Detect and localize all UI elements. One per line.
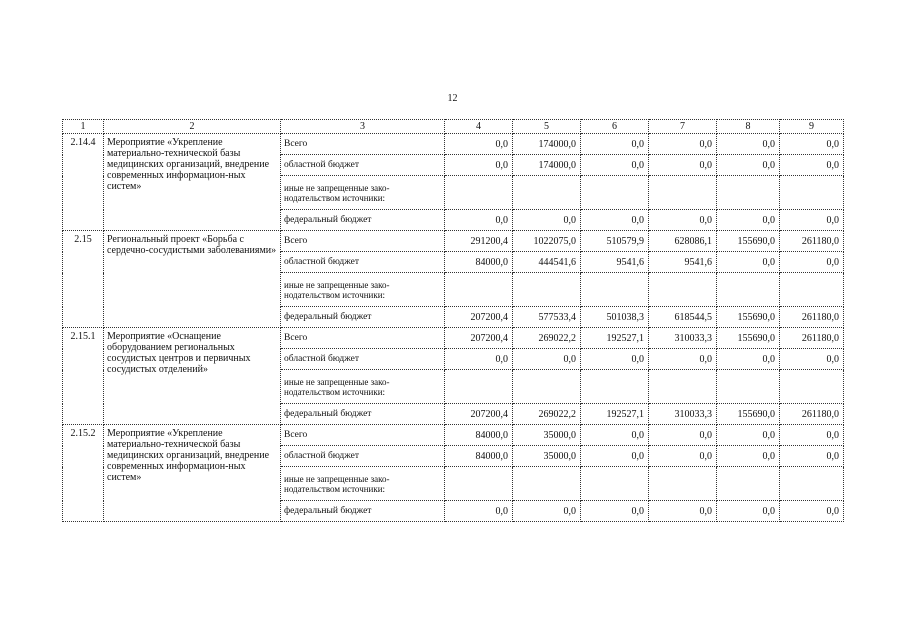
amount-cell: 444541,6 [513,252,581,273]
amount-cell [445,370,513,404]
amount-cell: 0,0 [581,425,649,446]
amount-cell [717,467,780,501]
funding-source: иные не запрещенные зако-нодательством источники: [281,176,445,210]
section-name: Мероприятие «Оснащение оборудованием региональных сосудистых центров и первичных сосудистых отделений» [104,328,281,425]
amount-cell: 0,0 [649,155,717,176]
amount-cell: 577533,4 [513,307,581,328]
amount-cell: 0,0 [649,210,717,231]
section-name: Региональный проект «Борьба с сердечно-сосудистыми заболеваниями» [104,231,281,328]
amount-cell [780,370,844,404]
amount-cell: 207200,4 [445,404,513,425]
amount-cell: 0,0 [581,501,649,522]
amount-cell: 155690,0 [717,404,780,425]
amount-cell: 84000,0 [445,425,513,446]
amount-cell: 0,0 [445,501,513,522]
amount-cell: 35000,0 [513,425,581,446]
amount-cell: 155690,0 [717,231,780,252]
amount-cell [649,176,717,210]
amount-cell: 0,0 [780,446,844,467]
amount-cell: 207200,4 [445,328,513,349]
funding-source: Всего [281,425,445,446]
amount-cell: 618544,5 [649,307,717,328]
amount-cell: 0,0 [581,155,649,176]
header-row [63,120,844,134]
amount-cell: 510579,9 [581,231,649,252]
amount-cell: 207200,4 [445,307,513,328]
amount-cell: 0,0 [717,134,780,155]
funding-source: иные не запрещенные зако-нодательством источники: [281,467,445,501]
amount-cell [513,176,581,210]
column-header: 7 [649,120,717,134]
amount-cell: 35000,0 [513,446,581,467]
amount-cell: 628086,1 [649,231,717,252]
funding-source: областной бюджет [281,155,445,176]
section-code: 2.15.1 [63,328,104,425]
amount-cell: 84000,0 [445,252,513,273]
amount-cell: 0,0 [780,425,844,446]
funding-source: федеральный бюджет [281,210,445,231]
amount-cell: 310033,3 [649,328,717,349]
amount-cell: 0,0 [649,349,717,370]
amount-cell [649,273,717,307]
amount-cell: 261180,0 [780,231,844,252]
amount-cell: 0,0 [649,425,717,446]
amount-cell: 0,0 [581,446,649,467]
amount-cell: 0,0 [513,210,581,231]
amount-cell: 291200,4 [445,231,513,252]
column-header: 8 [717,120,780,134]
table-row [63,425,844,446]
funding-source: иные не запрещенные зако-нодательством источники: [281,273,445,307]
amount-cell [513,273,581,307]
amount-cell: 174000,0 [513,134,581,155]
section-name: Мероприятие «Укрепление материально-технической базы медицинских организаций, внедрение современных информацион-ных систем» [104,425,281,522]
amount-cell: 0,0 [581,210,649,231]
amount-cell: 155690,0 [717,328,780,349]
amount-cell: 0,0 [649,134,717,155]
amount-cell: 0,0 [717,425,780,446]
column-header: 6 [581,120,649,134]
funding-source: областной бюджет [281,349,445,370]
amount-cell [445,176,513,210]
amount-cell: 0,0 [513,501,581,522]
amount-cell [581,273,649,307]
column-header: 3 [281,120,445,134]
amount-cell: 0,0 [780,155,844,176]
amount-cell: 0,0 [581,349,649,370]
amount-cell: 0,0 [445,134,513,155]
amount-cell [581,467,649,501]
amount-cell [513,467,581,501]
column-header: 4 [445,120,513,134]
amount-cell [513,370,581,404]
funding-source: Всего [281,134,445,155]
funding-source: федеральный бюджет [281,307,445,328]
funding-source: федеральный бюджет [281,404,445,425]
amount-cell: 0,0 [780,134,844,155]
amount-cell: 0,0 [717,210,780,231]
funding-source: федеральный бюджет [281,501,445,522]
funding-source: Всего [281,328,445,349]
amount-cell: 0,0 [780,252,844,273]
amount-cell: 9541,6 [649,252,717,273]
amount-cell: 0,0 [445,349,513,370]
amount-cell: 0,0 [717,446,780,467]
amount-cell [581,176,649,210]
amount-cell: 0,0 [717,155,780,176]
amount-cell: 501038,3 [581,307,649,328]
section-code: 2.14.4 [63,134,104,231]
table-row [63,231,844,252]
amount-cell: 0,0 [581,134,649,155]
amount-cell: 0,0 [780,349,844,370]
column-header: 1 [63,120,104,134]
funding-source: областной бюджет [281,252,445,273]
table-body [63,134,844,522]
amount-cell [780,467,844,501]
amount-cell: 0,0 [717,501,780,522]
amount-cell: 0,0 [717,349,780,370]
page-number: 12 [447,93,458,104]
amount-cell: 269022,2 [513,328,581,349]
amount-cell: 1022075,0 [513,231,581,252]
section-code: 2.15.2 [63,425,104,522]
amount-cell: 0,0 [445,210,513,231]
amount-cell: 0,0 [649,446,717,467]
amount-cell: 310033,3 [649,404,717,425]
amount-cell: 192527,1 [581,328,649,349]
amount-cell: 9541,6 [581,252,649,273]
amount-cell [717,273,780,307]
amount-cell: 261180,0 [780,328,844,349]
amount-cell: 261180,0 [780,404,844,425]
amount-cell: 0,0 [649,501,717,522]
amount-cell: 0,0 [513,349,581,370]
amount-cell [445,273,513,307]
amount-cell: 0,0 [717,252,780,273]
amount-cell: 192527,1 [581,404,649,425]
amount-cell [649,370,717,404]
section-name: Мероприятие «Укрепление материально-технической базы медицинских организаций, внедрение современных информацион-ных систем» [104,134,281,231]
amount-cell: 269022,2 [513,404,581,425]
amount-cell [717,370,780,404]
amount-cell: 0,0 [780,501,844,522]
funding-source: иные не запрещенные зако-нодательством источники: [281,370,445,404]
section-code: 2.15 [63,231,104,328]
amount-cell: 0,0 [445,155,513,176]
amount-cell [780,176,844,210]
amount-cell: 174000,0 [513,155,581,176]
budget-table [62,119,844,522]
funding-source: областной бюджет [281,446,445,467]
amount-cell [649,467,717,501]
amount-cell: 0,0 [780,210,844,231]
column-header: 5 [513,120,581,134]
funding-source: Всего [281,231,445,252]
amount-cell [780,273,844,307]
amount-cell [445,467,513,501]
amount-cell: 84000,0 [445,446,513,467]
amount-cell [581,370,649,404]
column-header: 9 [780,120,844,134]
amount-cell: 155690,0 [717,307,780,328]
column-header: 2 [104,120,281,134]
table-row [63,134,844,155]
table-row [63,328,844,349]
amount-cell: 261180,0 [780,307,844,328]
amount-cell [717,176,780,210]
